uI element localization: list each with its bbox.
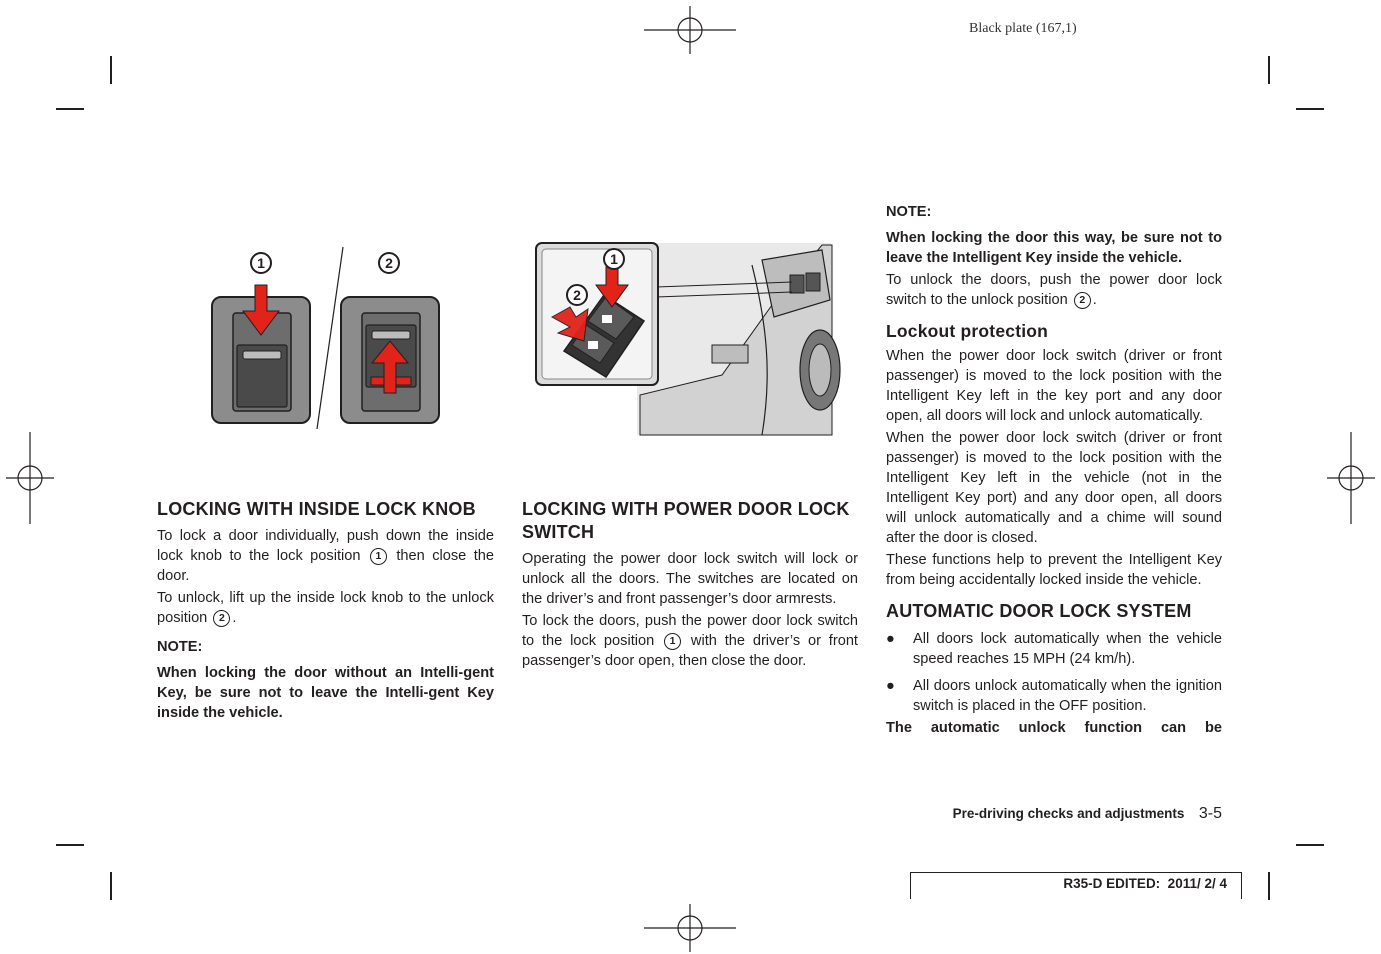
edited-stamp: R35-D EDITED: 2011/ 2/ 4 [1063,876,1227,891]
figure2-label-2: 2 [573,287,581,303]
figure1-label-1: 1 [257,255,265,271]
paragraph-lock-individually: To lock a door individually, push down the inside lock knob to the lock position 1 then close the door. [157,528,494,584]
position-2-icon: 2 [213,610,230,627]
position-1-icon: 1 [664,633,681,650]
registration-mark-top [644,6,736,54]
footer-section-title: Pre-driving checks and adjustments [952,806,1185,821]
note-heading: NOTE: [886,204,932,220]
column-1 [157,498,494,723]
bullet-icon: ● [886,631,895,647]
power-lock-switch-figure [522,205,858,440]
note-heading: NOTE: [157,639,203,655]
paragraph-operating: Operating the power door lock switch will lock or unlock all the doors. The switches are located on the driver’s and front passenger’s door armrests. [522,551,858,607]
section-heading-automatic-door-lock: AUTOMATIC DOOR LOCK SYSTEM [886,601,1192,621]
plate-label: Black plate (167,1) [969,21,1077,36]
position-2-icon: 2 [1074,292,1091,309]
footer-page-number: 3-5 [1198,805,1222,822]
subheading-lockout-protection: Lockout protection [886,321,1049,341]
paragraph-unlock-doors: To unlock the doors, push the power door lock switch to the unlock position 2 . [886,272,1222,308]
figure2-label-1: 1 [610,251,618,267]
section-heading-power-door-lock: LOCKING WITH POWER DOOR LOCK SWITCH [522,499,850,542]
section-heading-inside-lock-knob: LOCKING WITH INSIDE LOCK KNOB [157,499,476,519]
continued-text: The automatic unlock function can be [886,720,1222,736]
column-2 [522,498,858,671]
lock-knob-figure [157,205,495,440]
registration-mark-left [6,432,54,524]
running-footer [886,805,1222,823]
bullet-item-1: ● All doors lock automatically when the vehicle speed reaches 15 MPH (24 km/h). [886,631,1222,667]
figure1-label-2: 2 [385,255,393,271]
column-3 [886,202,1222,738]
bullet-item-2: ● All doors unlock automatically when the ignition switch is placed in the OFF position. [886,678,1222,714]
paragraph-lock-doors: To lock the doors, push the power door lock switch to the lock position 1 with the driver’s or front passenger’s door open, then close the door. [522,613,858,669]
lockout-paragraph-3: These functions help to prevent the Intelligent Key from being accidentally locked inside the vehicle. [886,552,1222,588]
lockout-paragraph-1: When the power door lock switch (driver or front passenger) is moved to the lock position with the Intelligent Key left in the key port and any door open, all doors will lock and unlock automatically. [886,348,1222,424]
note-text: When locking the door without an Intelli-gent Key, be sure not to leave the Intelli-gent Key inside the vehicle. [157,665,494,721]
bullet-icon: ● [886,678,895,694]
lockout-paragraph-2: When the power door lock switch (driver or front passenger) is moved to the lock position with the Intelligent Key left in the vehicle (not in the Intelligent Key port) and any door open, all doors will unlock automatically and a chime will sound after the door is closed. [886,430,1222,546]
edited-stamp-box [910,872,1242,899]
registration-mark-bottom [644,904,736,952]
note-text: When locking the door this way, be sure not to leave the Intelligent Key inside the vehicle. [886,230,1222,266]
paragraph-unlock: To unlock, lift up the inside lock knob to the unlock position 2 . [157,590,494,626]
position-1-icon: 1 [370,548,387,565]
registration-mark-right [1327,432,1375,524]
